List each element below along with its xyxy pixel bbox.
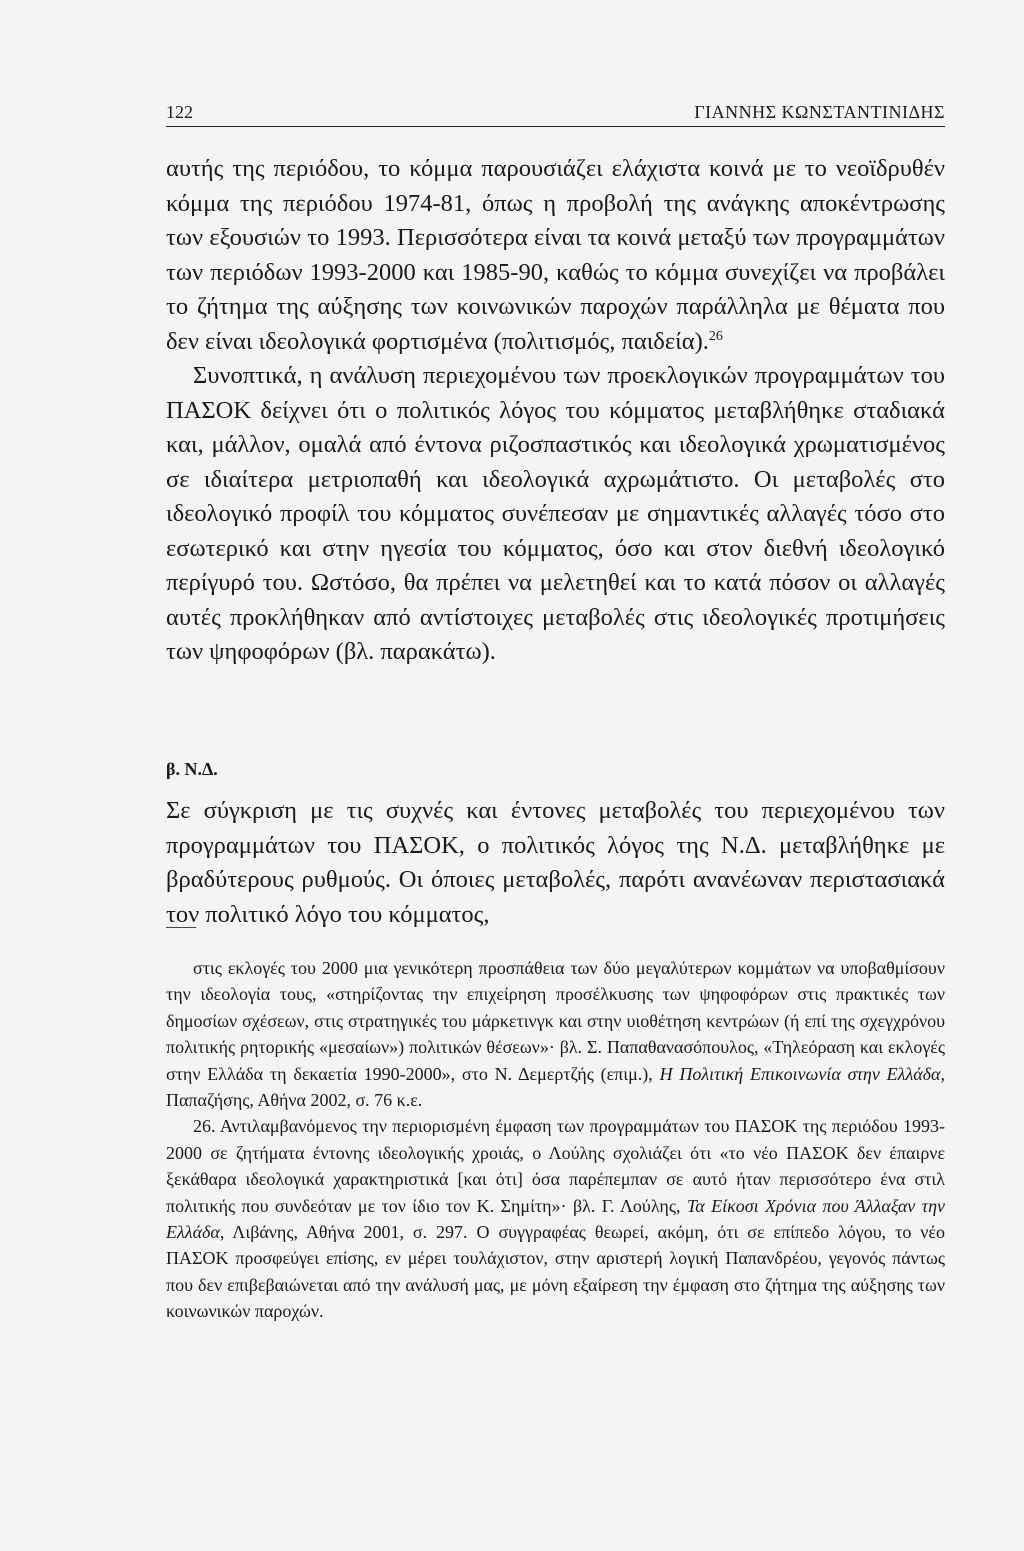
footnote-26-book-title: Τα Είκοσι Χρόνια που Άλλαξαν την Ελλάδα xyxy=(166,1195,946,1243)
footnote-continued-tail: , Παπαζήσης, Αθήνα 2002, σ. 76 κ.ε. xyxy=(166,1063,946,1111)
footnote-separator xyxy=(166,927,196,928)
footnote-book-title: Η Πολιτική Επικοινωνία στην Ελλάδα xyxy=(659,1063,941,1084)
footnote-26 xyxy=(166,1113,945,1324)
paragraph-2: Συνοπτικά, η ανάλυση περιεχομένου των προεκλογικών προγραμμάτων του ΠΑΣΟΚ δείχνει ότι ο πολιτικός λόγος του κόμματος μεταβλήθηκε σταδιακά και, μάλλον, ομαλά από έντονα ριζοσπαστικός και ιδεολογικά χρωματισμένος σε ιδιαίτερα μετριοπαθή και ιδεολογικά αχρωμάτιστο. Οι μεταβολές στο ιδεολογικό προφίλ του κόμματος συνέπεσαν με σημαντικές αλλαγές τόσο στο εσωτερικό και στην ηγεσία του κόμματος, όσο και στον διεθνή ιδεολογικό περίγυρό του. Ωστόσο, θα πρέπει να μελετηθεί και το κατά πόσον οι αλλαγές αυτές προκλήθηκαν από αντίστοιχες μεταβολές στις ιδεολογικές προτιμήσεις των ψηφοφόρων (βλ. παρακάτω). xyxy=(166,362,945,665)
footnote-continued xyxy=(166,955,945,1113)
footnote-26-number: 26. xyxy=(193,1116,216,1137)
footnote-26-text: Αντιλαμβανόμενος την περιορισμένη έμφαση των προγραμμάτων του ΠΑΣΟΚ της περιόδου 1993-2000 σε ζητήματα έντονης ιδεολογικής χροιάς, ο Λούλης σχολιάζει ότι «το νέο ΠΑΣΟΚ δεν έπαιρνε ξεκάθαρα ιδεολογικά χαρακτηριστικά [και ότι] όσα παρέπεμπαν σε αυτό ήταν περισσότερο ένα στιλ πολιτικής που συνδεόταν με τον ίδιο τον Κ. Σημίτη»· βλ. Γ. Λούλης, xyxy=(166,1116,945,1216)
running-header xyxy=(166,96,945,127)
paragraph-1 xyxy=(166,152,945,359)
section-subheading: β. Ν.Δ. xyxy=(166,759,218,779)
footnotes xyxy=(166,955,945,1325)
main-text xyxy=(166,152,945,670)
paragraph-3: Σε σύγκριση με τις συχνές και έντονες μεταβολές του περιεχομένου των προγραμμάτων του ΠΑΣΟΚ, ο πολιτικός λόγος της Ν.Δ. μεταβλήθηκε με βραδύτερους ρυθμούς. Οι όποιες μεταβολές, παρότι ανανέωναν περιστασιακά τον πολιτικό λόγο του κόμματος, xyxy=(166,797,945,928)
footnote-26-tail: , Λιβάνης, Αθήνα 2001, σ. 297. Ο συγγραφέας θεωρεί, ακόμη, ότι σε επίπεδο λόγου, το νέο ΠΑΣΟΚ προσφεύγει επίσης, εν μέρει τουλάχιστον, στην αριστερή λογική Παπανδρέου, γεγονός πάντως που δεν επιβεβαιώνεται από την ανάλυσή μας, με μόνη εξαίρεση την έμφαση στο ζήτημα της αύξησης των κοινωνικών παροχών. xyxy=(166,1222,945,1322)
paragraph-1-text: αυτής της περιόδου, το κόμμα παρουσιάζει ελάχιστα κοινά με το νεοϊδρυθέν κόμμα της περιόδου 1974-81, όπως η προβολή της ανάγκης αποκέντρωσης των εξουσιών το 1993. Περισσότερα είναι τα κοινά μεταξύ των προγραμμάτων των περιόδων 1993-2000 και 1985-90, καθώς το κόμμα συνεχίζει να προβάλει το ζήτημα της αύξησης των κοινωνικών παροχών παράλληλα με θέματα που δεν είναι ιδεολογικά φορτισμένα (πολιτισμός, παιδεία). xyxy=(166,155,945,355)
running-header-author: ΓΙΑΝΝΗΣ ΚΩΝΣΤΑΝΤΙΝΙΔΗΣ xyxy=(694,102,945,122)
footnote-continued-text: στις εκλογές του 2000 μια γενικότερη προσπάθεια των δύο μεγαλύτερων κομμάτων να υποβαθμίσουν την ιδεολογία τους, «στηρίζοντας την επιχείρηση προσέλκυσης των ψηφοφόρων στις πρακτικές των δημοσίων σχέσεων, στις στρατηγικές του μάρκετινγκ και στην υιοθέτηση κεντρώων (ή επί της σχεγχρόνου πολιτικής ρητορικής «μεσαίων») πολιτικών θέσεων»· βλ. Σ. Παπαθανασόπουλος, «Τηλεόραση και εκλογές στην Ελλάδα τη δεκαετία 1990-2000», στο Ν. Δεμερτζής (επιμ.), xyxy=(166,958,945,1084)
main-text-continued xyxy=(166,794,945,932)
page-number: 122 xyxy=(166,102,193,122)
footnote-ref-26: 26 xyxy=(708,328,723,344)
